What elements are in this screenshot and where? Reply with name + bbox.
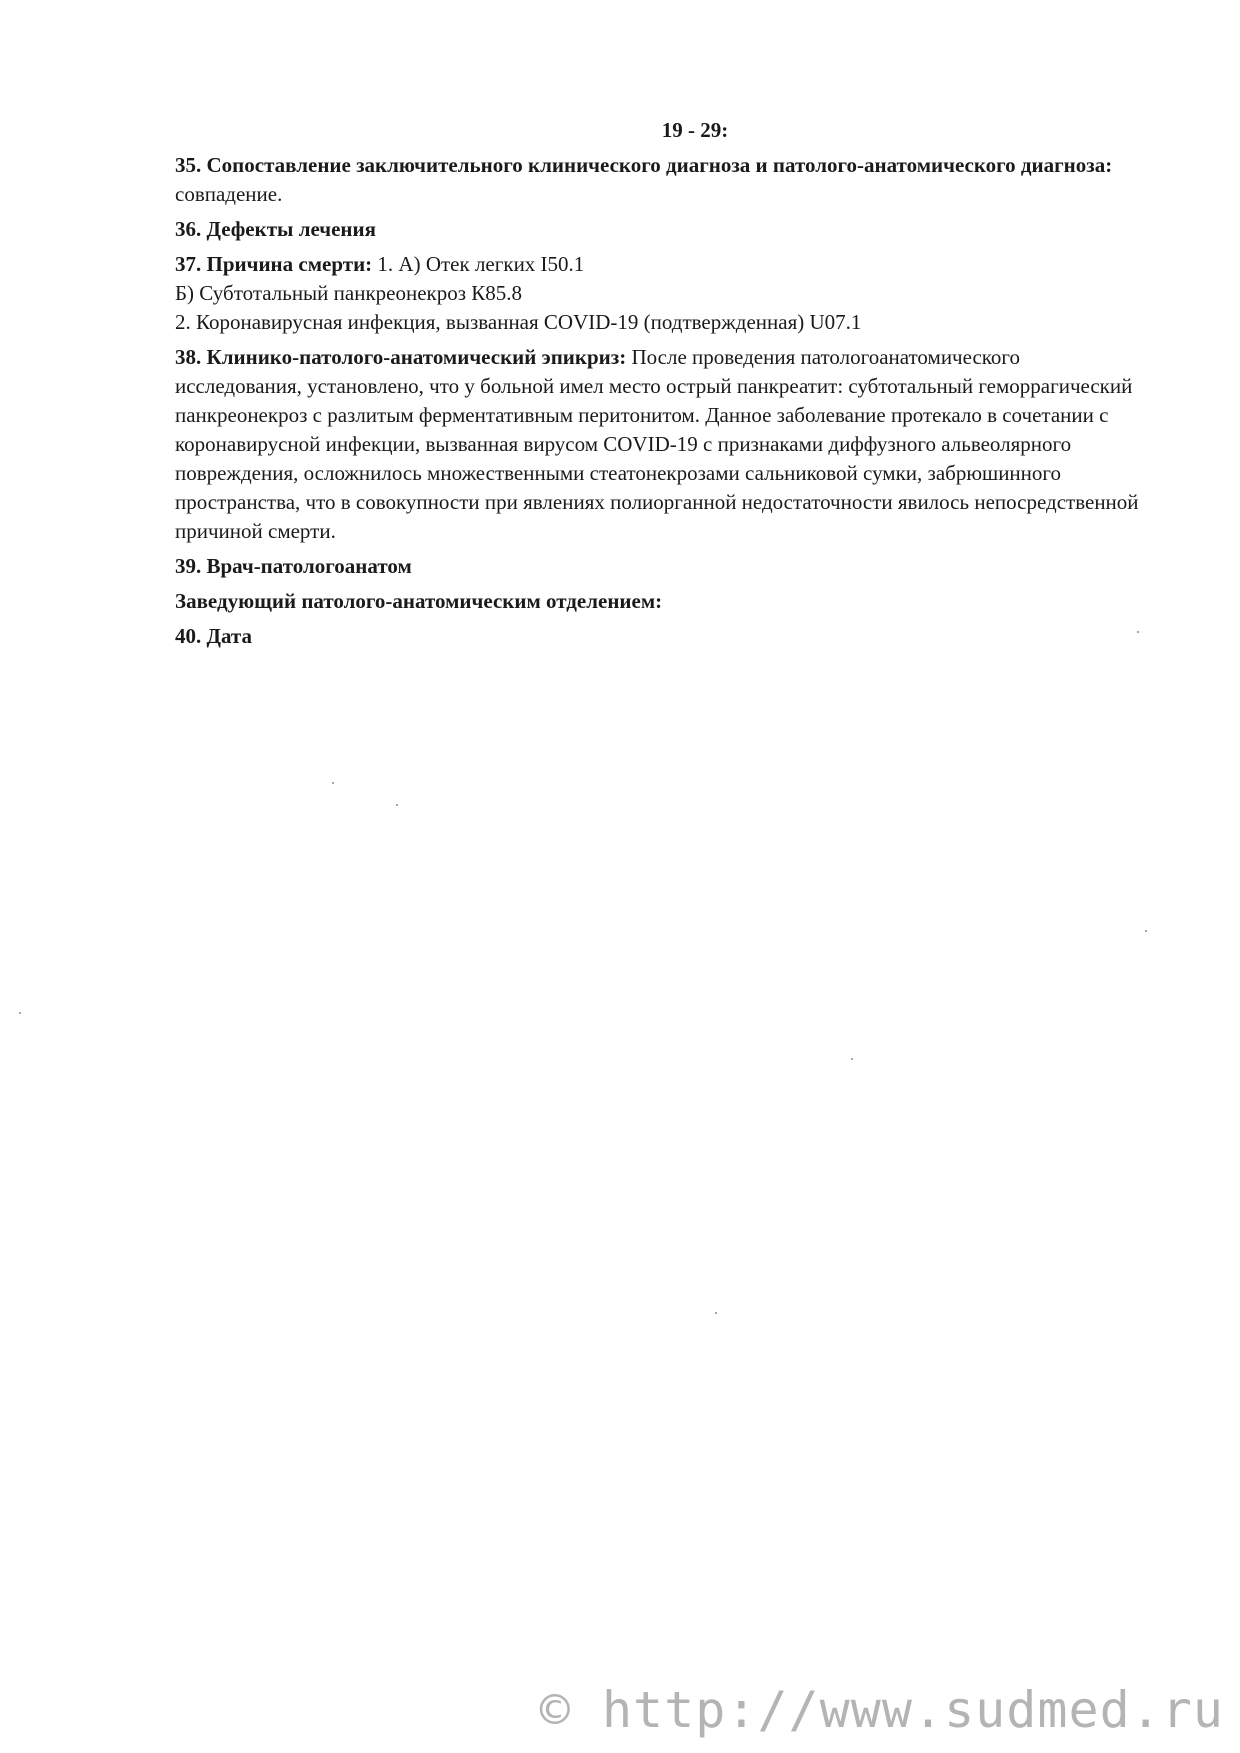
scan-speck [19,1012,21,1014]
item-37-line2: Б) Субтотальный панкреонекроз К85.8 [175,281,523,305]
item-39-label: 39. Врач-патологоанатом [175,554,412,578]
item-35-value: совпадение. [175,182,283,206]
item-38-label: 38. Клинико-патолого-анатомический эпикриз: [175,345,627,369]
item-36-label: 36. Дефекты лечения [175,217,376,241]
item-37-line3: 2. Коронавирусная инфекция, вызванная COVID-19 (подтвержденная) U07.1 [175,310,862,334]
item-38-text: После проведения патологоанатомического исследования, установлено, что у больной имел место острый панкреатит: субтотальный геморрагический панкреонекроз с разлитым ферментативным перитонитом. Данное заболевание протекало в сочетании с коронавирусной инфекции, вызванная вирусом COVID-19 с признаками диффузного альвеолярного повреждения, осложнилось множественными стеатонекрозами сальниковой сумки, забрюшинного пространства, что в совокупности при явлениях полиорганной недостаточности явилось непосредственной причиной смерти. [175,345,1139,543]
item-39 [175,552,1150,581]
scan-speck [1145,930,1147,932]
item-35 [175,151,1150,209]
watermark: © http://www.sudmed.ru [539,1681,1224,1739]
scan-speck [851,1058,853,1060]
document-body [175,151,1150,657]
item-40-label: 40. Дата [175,624,252,648]
item-36 [175,215,1150,244]
item-35-label: 35. Сопоставление заключительного клинического диагноза и патолого-анатомического диагноза: [175,153,1113,177]
scan-speck [332,782,334,784]
page-number: 19 - 29: [661,118,729,142]
item-40 [175,622,1150,651]
item-37-line1: 1. А) Отек легких I50.1 [377,252,585,276]
scan-speck [1137,631,1139,633]
item-37-label: 37. Причина смерти: [175,252,373,276]
scan-speck [396,804,398,806]
department-head [175,587,1150,616]
item-38 [175,343,1150,546]
department-head-label: Заведующий патолого-анатомическим отделением: [175,589,663,613]
item-37 [175,250,1150,337]
scan-speck [715,1312,717,1314]
